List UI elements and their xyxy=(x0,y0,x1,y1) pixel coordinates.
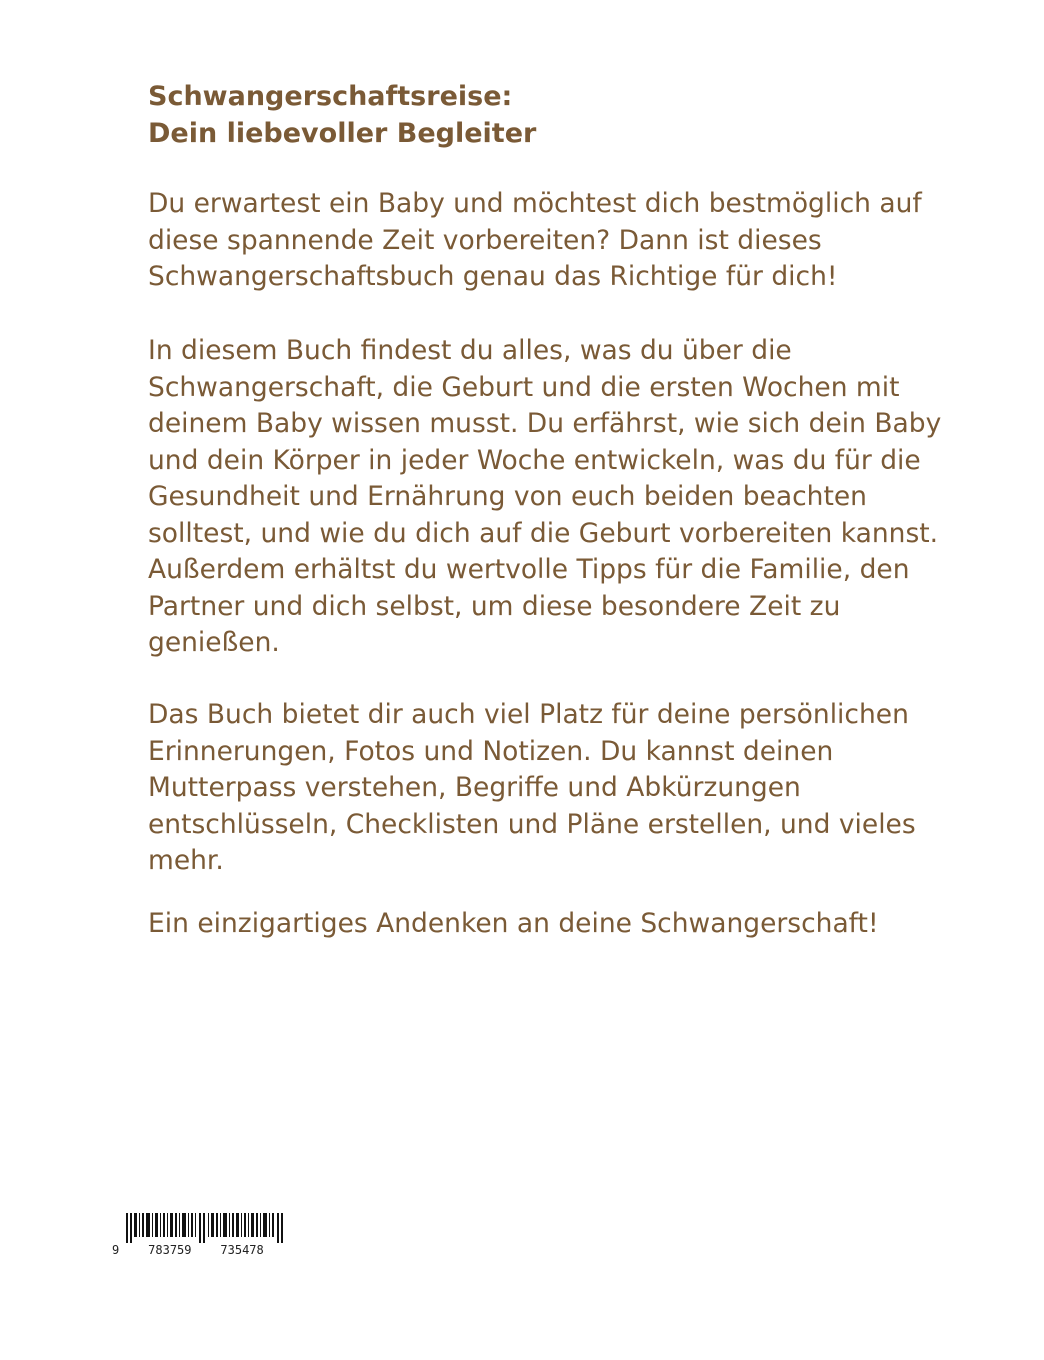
text-line: Ein einzigartiges Andenken an deine Schwangerschaft! xyxy=(148,908,879,939)
text-line: deinem Baby wissen musst. Du erfährst, wie sich dein Baby xyxy=(148,408,942,439)
text-line: Partner und dich selbst, um diese besondere Zeit zu xyxy=(148,590,841,622)
text-line: mehr. xyxy=(148,845,224,876)
text-line: entschlüsseln, Checklisten und Pläne erstellen, und vieles xyxy=(148,808,916,840)
text-line: genießen. xyxy=(148,627,280,658)
isbn-group-right: 735478 xyxy=(220,1243,264,1257)
isbn-lead-digit: 9 xyxy=(112,1243,120,1257)
heading-line-2: Dein liebevoller Begleiter xyxy=(148,118,537,149)
heading-line-1: Schwangerschaftsreise: xyxy=(148,81,513,112)
text-line: Das Buch bietet dir auch viel Platz für deine persönlichen xyxy=(148,699,909,730)
paragraph-contents xyxy=(148,333,988,662)
isbn-group-left: 783759 xyxy=(148,1243,192,1257)
barcode-icon xyxy=(126,1213,284,1243)
paragraph-features xyxy=(148,697,988,880)
heading xyxy=(148,78,948,152)
text-line: Du erwartest ein Baby und möchtest dich bestmöglich auf xyxy=(148,188,922,219)
text-line: Schwangerschaft, die Geburt und die ersten Wochen mit xyxy=(148,371,900,403)
text-line: Schwangerschaftsbuch genau das Richtige für dich! xyxy=(148,261,838,292)
isbn-digits xyxy=(112,1243,264,1257)
text-line: Erinnerungen, Fotos und Notizen. Du kannst deinen xyxy=(148,735,834,767)
text-line: Gesundheit und Ernährung von euch beiden beachten xyxy=(148,481,867,512)
text-line: Mutterpass verstehen, Begriffe und Abkürzungen xyxy=(148,772,801,803)
paragraph-closing xyxy=(148,906,988,943)
text-line: solltest, und wie du dich auf die Geburt vorbereiten kannst. xyxy=(148,517,939,549)
isbn-barcode xyxy=(112,1213,284,1263)
text-line: diese spannende Zeit vorbereiten? Dann ist dieses xyxy=(148,224,822,256)
text-line: und dein Körper in jeder Woche entwickeln, was du für die xyxy=(148,444,921,476)
paragraph-intro xyxy=(148,186,988,296)
text-line: Außerdem erhältst du wertvolle Tipps für die Familie, den xyxy=(148,554,910,585)
text-line: In diesem Buch findest du alles, was du über die xyxy=(148,335,792,366)
